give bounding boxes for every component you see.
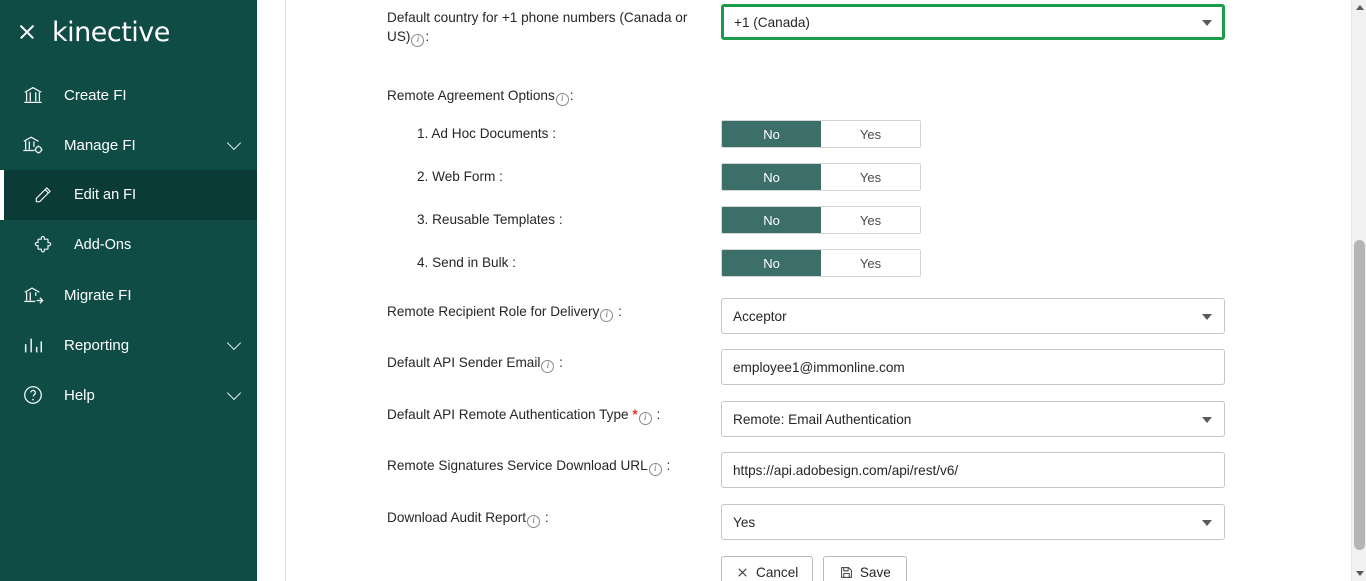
info-icon[interactable]: i (411, 34, 424, 47)
close-icon (736, 566, 749, 579)
field-row-default-api-sender-email (387, 349, 1225, 385)
field-label (387, 349, 707, 373)
label-text: Default API Sender Email (387, 355, 541, 370)
toggle-option-no[interactable]: No (722, 164, 821, 190)
field-row-web-form (387, 163, 921, 191)
sidebar-item-label: Migrate FI (64, 286, 132, 304)
sidebar-item-label: Edit an FI (74, 187, 137, 203)
label-text: Default API Remote Authentication Type (387, 407, 629, 422)
label-text: Remote Agreement Options (387, 88, 555, 103)
sidebar-header (0, 0, 257, 64)
sidebar-nav (0, 70, 257, 420)
sidebar-item-label: Add-Ons (74, 237, 132, 253)
label-colon: : (552, 126, 557, 141)
label-text: 3. Reusable Templates (417, 212, 556, 227)
pencil-icon (30, 182, 56, 208)
reusable-templates-toggle[interactable] (721, 206, 921, 234)
migrate-icon (20, 282, 46, 308)
toggle-option-yes[interactable]: Yes (821, 250, 920, 276)
sidebar-item-label: Help (64, 386, 95, 404)
field-row-remote-agreement-options (387, 82, 707, 106)
required-asterisk: * (632, 407, 638, 422)
field-label (387, 298, 707, 322)
label-text: 4. Send in Bulk (417, 255, 509, 270)
form-actions (721, 556, 907, 581)
sidebar-item-label: Reporting (64, 336, 130, 354)
label-colon: : (425, 29, 430, 44)
vertical-scrollbar-thumb[interactable] (1354, 240, 1365, 550)
label-colon: : (558, 212, 563, 227)
field-row-ad-hoc-documents (387, 120, 921, 148)
bar-chart-icon (20, 332, 46, 358)
field-label (387, 206, 707, 229)
puzzle-icon (30, 232, 56, 258)
scroll-up-arrow-icon[interactable] (1352, 0, 1366, 15)
cancel-button[interactable] (721, 556, 813, 581)
main-content (257, 0, 1366, 581)
field-label (387, 452, 707, 476)
info-icon[interactable]: i (541, 360, 554, 373)
web-form-toggle[interactable] (721, 163, 921, 191)
question-circle-icon (20, 382, 46, 408)
sidebar-item-help[interactable] (0, 370, 257, 420)
send-in-bulk-toggle[interactable] (721, 249, 921, 277)
field-label (387, 504, 707, 528)
label-text: Remote Signatures Service Download URL (387, 458, 648, 473)
chevron-down-icon[interactable] (227, 386, 241, 400)
toggle-option-yes[interactable]: Yes (821, 164, 920, 190)
label-text: 1. Ad Hoc Documents (417, 126, 549, 141)
info-icon[interactable]: i (649, 463, 662, 476)
save-button[interactable] (823, 556, 907, 581)
bank-icon (20, 82, 46, 108)
label-text: Default country for +1 phone numbers (Canada or US) (387, 10, 688, 44)
field-row-remote-signatures-download-url (387, 452, 1225, 488)
inner-scroll-gutter (1337, 0, 1351, 581)
field-label (387, 4, 707, 47)
field-row-send-in-bulk (387, 249, 921, 277)
default-api-sender-email-wrap (721, 349, 1225, 385)
content-left-gutter (257, 0, 286, 581)
toggle-option-yes[interactable]: Yes (821, 207, 920, 233)
field-label (387, 82, 707, 106)
label-colon: : (666, 458, 671, 473)
remote-recipient-role-select-wrap (721, 298, 1225, 334)
field-row-default-country (387, 4, 1225, 47)
vertical-scrollbar[interactable] (1351, 0, 1366, 581)
field-row-remote-recipient-role (387, 298, 1225, 334)
sidebar-item-label: Create FI (64, 86, 127, 104)
label-text: Download Audit Report (387, 510, 527, 525)
remote-signatures-download-url-input[interactable]: https://api.adobesign.com/api/rest/v6/ (721, 452, 1225, 488)
bank-gear-icon (20, 132, 46, 158)
sidebar (0, 0, 257, 581)
cancel-button-label: Cancel (756, 564, 799, 580)
scroll-down-arrow-icon[interactable] (1352, 566, 1366, 581)
field-label (387, 249, 707, 272)
info-icon[interactable]: i (600, 309, 613, 322)
label-text: Remote Recipient Role for Delivery (387, 304, 600, 319)
label-text: 2. Web Form (417, 169, 496, 184)
field-row-reusable-templates (387, 206, 921, 234)
label-colon: : (544, 510, 549, 525)
label-colon: : (499, 169, 503, 184)
field-row-default-api-remote-auth-type (387, 401, 1225, 437)
chevron-down-icon[interactable] (227, 336, 241, 350)
chevron-down-icon[interactable] (227, 136, 241, 150)
toggle-option-yes[interactable]: Yes (821, 121, 920, 147)
download-audit-report-select-wrap (721, 504, 1225, 540)
brand-logo: kinective (52, 16, 170, 48)
toggle-option-no[interactable]: No (722, 207, 821, 233)
save-disk-icon (840, 566, 853, 579)
label-colon: : (559, 355, 563, 370)
close-icon[interactable] (16, 21, 38, 43)
download-audit-report-select[interactable]: Yes (721, 504, 1225, 540)
label-colon: : (512, 255, 517, 270)
field-label (387, 163, 707, 186)
label-colon: : (569, 88, 574, 103)
default-country-select-wrap (721, 4, 1225, 40)
sidebar-item-manage-fi[interactable] (0, 120, 257, 170)
default-country-select[interactable]: +1 (Canada) (721, 4, 1225, 40)
toggle-option-no[interactable]: No (722, 250, 821, 276)
info-icon[interactable]: i (639, 412, 652, 425)
label-colon: : (618, 304, 622, 319)
save-button-label: Save (859, 564, 891, 580)
field-label (387, 401, 707, 425)
info-icon[interactable]: i (527, 515, 540, 528)
remote-recipient-role-select[interactable]: Acceptor (721, 298, 1225, 334)
sidebar-item-label: Manage FI (64, 136, 136, 154)
remote-signatures-download-url-wrap (721, 452, 1225, 488)
sidebar-item-reporting[interactable] (0, 320, 257, 370)
sidebar-item-migrate-fi[interactable] (0, 270, 257, 320)
field-row-download-audit-report (387, 504, 1225, 540)
sidebar-item-add-ons[interactable] (0, 220, 257, 270)
default-api-remote-auth-type-select[interactable]: Remote: Email Authentication (721, 401, 1225, 437)
label-colon: : (656, 407, 661, 422)
sidebar-item-create-fi[interactable] (0, 70, 257, 120)
sidebar-item-edit-an-fi[interactable] (0, 170, 257, 220)
default-api-remote-auth-type-select-wrap (721, 401, 1225, 437)
ad-hoc-documents-toggle[interactable] (721, 120, 921, 148)
info-icon[interactable]: i (556, 93, 569, 106)
toggle-option-no[interactable]: No (722, 121, 821, 147)
field-label (387, 120, 707, 143)
default-api-sender-email-input[interactable]: employee1@immonline.com (721, 349, 1225, 385)
